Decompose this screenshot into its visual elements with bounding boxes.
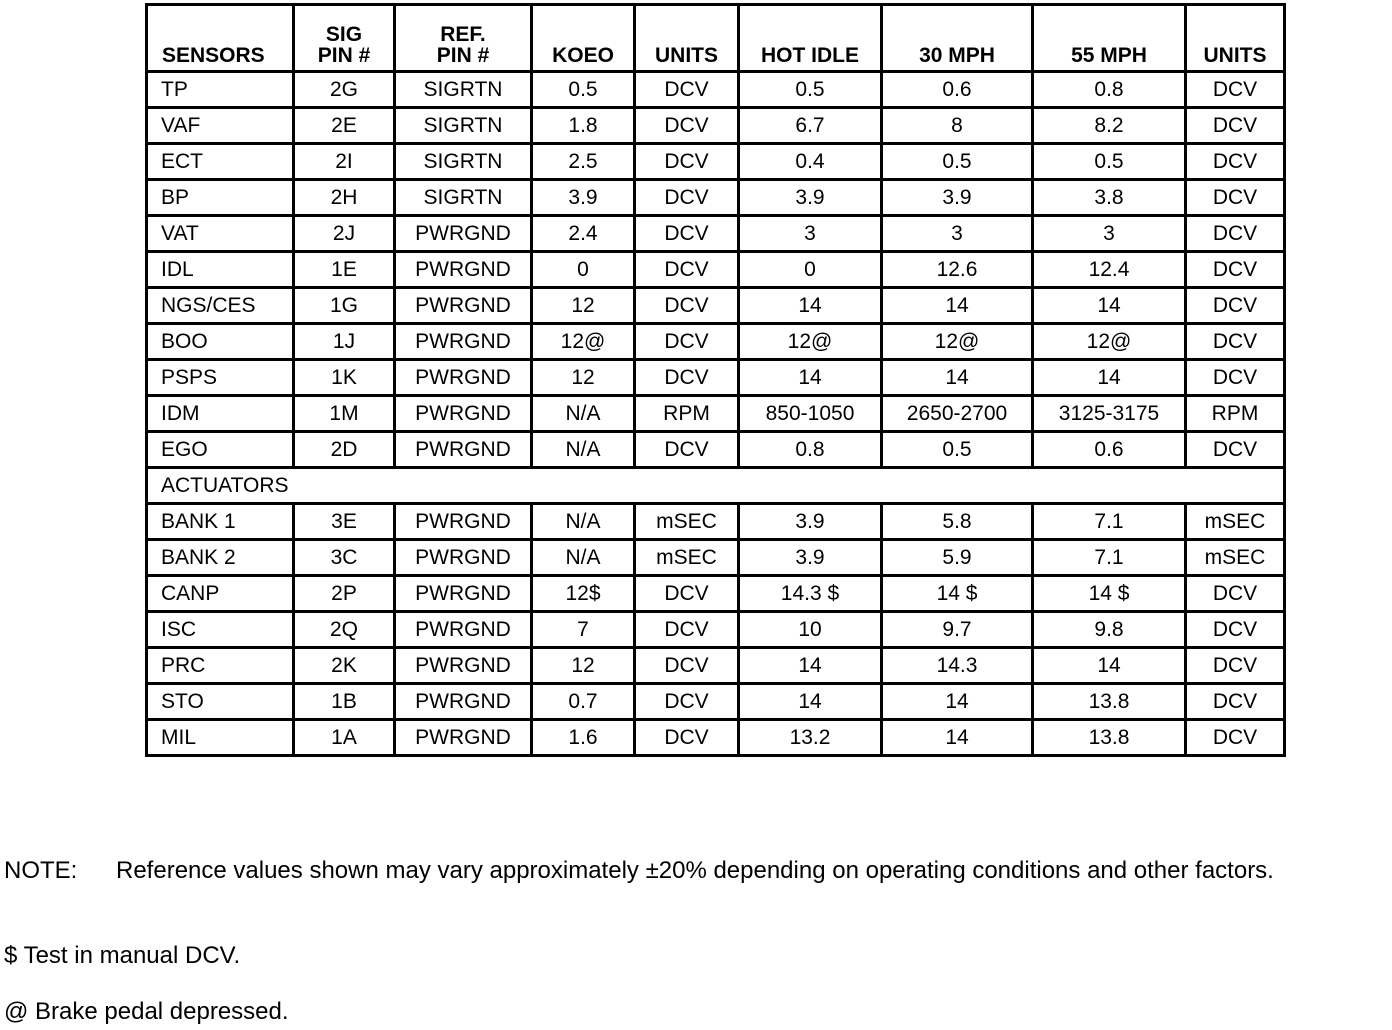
row-name-cell: BANK 2 [147, 540, 294, 576]
row-name-cell: BANK 1 [147, 504, 294, 540]
value-cell: 3.9 [882, 180, 1033, 216]
value-cell: 0.8 [739, 432, 882, 468]
value-cell: DCV [1186, 720, 1285, 756]
value-cell: 0.5 [532, 72, 635, 108]
value-cell: 1J [294, 324, 395, 360]
value-cell: 14.3 $ [739, 576, 882, 612]
value-cell: 5.8 [882, 504, 1033, 540]
value-cell: 2H [294, 180, 395, 216]
value-cell: 14 [739, 684, 882, 720]
value-cell: 13.8 [1033, 684, 1186, 720]
value-cell: 14 [1033, 648, 1186, 684]
value-cell: SIGRTN [395, 72, 532, 108]
note-label: NOTE: [4, 857, 78, 884]
value-cell: DCV [635, 720, 739, 756]
value-cell: 0.8 [1033, 72, 1186, 108]
column-header-line: SENSORS [162, 44, 265, 67]
value-cell: PWRGND [395, 324, 532, 360]
row-name-cell: PSPS [147, 360, 294, 396]
value-cell: 3C [294, 540, 395, 576]
column-header [147, 5, 294, 72]
value-cell: 0.4 [739, 144, 882, 180]
value-cell: 5.9 [882, 540, 1033, 576]
value-cell: 2J [294, 216, 395, 252]
value-cell: 6.7 [739, 108, 882, 144]
value-cell: DCV [1186, 216, 1285, 252]
value-cell: 0.6 [882, 72, 1033, 108]
value-cell: 0.5 [882, 144, 1033, 180]
value-cell: N/A [532, 540, 635, 576]
value-cell: 12.6 [882, 252, 1033, 288]
value-cell: 12@ [882, 324, 1033, 360]
value-cell: N/A [532, 432, 635, 468]
value-cell: 0.5 [1033, 144, 1186, 180]
column-header-line: 30 MPH [919, 44, 995, 67]
value-cell: N/A [532, 396, 635, 432]
column-header [294, 5, 395, 72]
column-header [532, 5, 635, 72]
sensor-row [147, 324, 1285, 360]
value-cell: 14 [882, 720, 1033, 756]
value-cell: PWRGND [395, 504, 532, 540]
value-cell: PWRGND [395, 360, 532, 396]
value-cell: 2Q [294, 612, 395, 648]
value-cell: 14 [1033, 360, 1186, 396]
value-cell: PWRGND [395, 288, 532, 324]
value-cell: 8.2 [1033, 108, 1186, 144]
value-cell: 3125-3175 [1033, 396, 1186, 432]
value-cell: 0.7 [532, 684, 635, 720]
value-cell: DCV [1186, 612, 1285, 648]
value-cell: 3E [294, 504, 395, 540]
value-cell: mSEC [635, 540, 739, 576]
section-header-row [147, 468, 1285, 504]
value-cell: 2K [294, 648, 395, 684]
value-cell: 0 [532, 252, 635, 288]
sensor-row [147, 432, 1285, 468]
value-cell: DCV [635, 648, 739, 684]
row-name-cell: BOO [147, 324, 294, 360]
value-cell: DCV [1186, 648, 1285, 684]
value-cell: 12 [532, 648, 635, 684]
value-cell: 14 [739, 648, 882, 684]
actuator-row [147, 648, 1285, 684]
value-cell: 0.5 [882, 432, 1033, 468]
value-cell: DCV [1186, 180, 1285, 216]
value-cell: PWRGND [395, 396, 532, 432]
value-cell: 1K [294, 360, 395, 396]
value-cell: PWRGND [395, 720, 532, 756]
sensor-row [147, 180, 1285, 216]
row-name-cell: ECT [147, 144, 294, 180]
row-name-cell: TP [147, 72, 294, 108]
value-cell: DCV [635, 576, 739, 612]
value-cell: DCV [635, 180, 739, 216]
value-cell: DCV [635, 72, 739, 108]
sensor-row [147, 396, 1285, 432]
note-row [4, 855, 1384, 887]
value-cell: 2650-2700 [882, 396, 1033, 432]
value-cell: PWRGND [395, 612, 532, 648]
value-cell: 1M [294, 396, 395, 432]
value-cell: DCV [1186, 684, 1285, 720]
value-cell: 2.4 [532, 216, 635, 252]
sensor-row [147, 288, 1285, 324]
note-text: Reference values shown may vary approximately ±20% depending on operating conditions and other factors. [116, 857, 1274, 884]
column-header-line: PIN # [436, 44, 490, 67]
row-name-cell: MIL [147, 720, 294, 756]
actuator-row [147, 540, 1285, 576]
actuator-row [147, 612, 1285, 648]
value-cell: 7.1 [1033, 504, 1186, 540]
value-cell: 3.9 [739, 504, 882, 540]
value-cell: 12@ [532, 324, 635, 360]
value-cell: 12 [532, 360, 635, 396]
value-cell: DCV [635, 612, 739, 648]
value-cell: 13.2 [739, 720, 882, 756]
value-cell: DCV [1186, 72, 1285, 108]
row-name-cell: IDM [147, 396, 294, 432]
column-header [1186, 5, 1285, 72]
value-cell: 12@ [739, 324, 882, 360]
column-header-line: HOT IDLE [761, 44, 859, 67]
value-cell: 0.5 [739, 72, 882, 108]
value-cell: 0 [739, 252, 882, 288]
column-header-line: SIG [325, 23, 363, 46]
value-cell: 3 [882, 216, 1033, 252]
value-cell: mSEC [1186, 504, 1285, 540]
value-cell: 1.8 [532, 108, 635, 144]
value-cell: 2P [294, 576, 395, 612]
sensor-row [147, 216, 1285, 252]
row-name-cell: CANP [147, 576, 294, 612]
actuators-section-label: ACTUATORS [147, 468, 1285, 504]
row-name-cell: NGS/CES [147, 288, 294, 324]
value-cell: 14.3 [882, 648, 1033, 684]
column-header-line: REF. [440, 23, 486, 46]
value-cell: 2E [294, 108, 395, 144]
column-header [635, 5, 739, 72]
value-cell: DCV [635, 288, 739, 324]
value-cell: 850-1050 [739, 396, 882, 432]
value-cell: DCV [1186, 288, 1285, 324]
value-cell: 7 [532, 612, 635, 648]
notes-block [4, 855, 1384, 887]
value-cell: PWRGND [395, 648, 532, 684]
value-cell: PWRGND [395, 252, 532, 288]
column-header-line: UNITS [1203, 44, 1267, 67]
value-cell: 14 [739, 360, 882, 396]
value-cell: 12@ [1033, 324, 1186, 360]
value-cell: 14 $ [882, 576, 1033, 612]
value-cell: 1A [294, 720, 395, 756]
value-cell: DCV [1186, 360, 1285, 396]
value-cell: 12 [532, 288, 635, 324]
value-cell: 12.4 [1033, 252, 1186, 288]
value-cell: DCV [1186, 144, 1285, 180]
sensor-row [147, 144, 1285, 180]
value-cell: DCV [1186, 576, 1285, 612]
row-name-cell: EGO [147, 432, 294, 468]
value-cell: 14 $ [1033, 576, 1186, 612]
value-cell: 12$ [532, 576, 635, 612]
value-cell: 14 [882, 360, 1033, 396]
value-cell: DCV [635, 432, 739, 468]
value-cell: DCV [635, 360, 739, 396]
value-cell: DCV [635, 324, 739, 360]
value-cell: 14 [882, 288, 1033, 324]
value-cell: 3.9 [739, 180, 882, 216]
dollar-footnote: $ Test in manual DCV. [4, 942, 241, 969]
column-header-line: KOEO [552, 44, 614, 67]
value-cell: RPM [635, 396, 739, 432]
sensor-row [147, 72, 1285, 108]
value-cell: 1B [294, 684, 395, 720]
value-cell: 2D [294, 432, 395, 468]
sensor-row [147, 252, 1285, 288]
value-cell: DCV [635, 252, 739, 288]
value-cell: RPM [1186, 396, 1285, 432]
value-cell: DCV [1186, 324, 1285, 360]
value-cell: 3 [1033, 216, 1186, 252]
value-cell: 14 [739, 288, 882, 324]
value-cell: 10 [739, 612, 882, 648]
value-cell: PWRGND [395, 216, 532, 252]
column-header [1033, 5, 1186, 72]
row-name-cell: ISC [147, 612, 294, 648]
column-header [739, 5, 882, 72]
column-header [395, 5, 532, 72]
value-cell: 13.8 [1033, 720, 1186, 756]
value-cell: PWRGND [395, 576, 532, 612]
column-header-line: PIN # [317, 44, 371, 67]
actuator-row [147, 504, 1285, 540]
value-cell: SIGRTN [395, 108, 532, 144]
row-name-cell: BP [147, 180, 294, 216]
row-name-cell: PRC [147, 648, 294, 684]
value-cell: PWRGND [395, 432, 532, 468]
table-body [147, 72, 1285, 756]
header-row [147, 5, 1285, 72]
value-cell: 3.9 [739, 540, 882, 576]
row-name-cell: VAF [147, 108, 294, 144]
value-cell: mSEC [635, 504, 739, 540]
value-cell: 2.5 [532, 144, 635, 180]
value-cell: 8 [882, 108, 1033, 144]
column-header-line: UNITS [655, 44, 718, 67]
value-cell: 1E [294, 252, 395, 288]
value-cell: PWRGND [395, 540, 532, 576]
value-cell: DCV [1186, 432, 1285, 468]
value-cell: 9.7 [882, 612, 1033, 648]
column-header-line: 55 MPH [1071, 44, 1147, 67]
actuator-row [147, 720, 1285, 756]
sensor-row [147, 108, 1285, 144]
row-name-cell: IDL [147, 252, 294, 288]
value-cell: DCV [1186, 252, 1285, 288]
row-name-cell: VAT [147, 216, 294, 252]
value-cell: 7.1 [1033, 540, 1186, 576]
value-cell: DCV [635, 144, 739, 180]
actuator-row [147, 576, 1285, 612]
value-cell: DCV [1186, 108, 1285, 144]
value-cell: 2I [294, 144, 395, 180]
column-header [882, 5, 1033, 72]
value-cell: SIGRTN [395, 144, 532, 180]
value-cell: 0.6 [1033, 432, 1186, 468]
value-cell: 1.6 [532, 720, 635, 756]
value-cell: DCV [635, 108, 739, 144]
actuator-row [147, 684, 1285, 720]
sensor-row [147, 360, 1285, 396]
value-cell: mSEC [1186, 540, 1285, 576]
value-cell: 3 [739, 216, 882, 252]
value-cell: DCV [635, 684, 739, 720]
at-footnote: @ Brake pedal depressed. [4, 998, 289, 1025]
value-cell: 1G [294, 288, 395, 324]
value-cell: 3.8 [1033, 180, 1186, 216]
value-cell: N/A [532, 504, 635, 540]
value-cell: PWRGND [395, 684, 532, 720]
row-name-cell: STO [147, 684, 294, 720]
value-cell: SIGRTN [395, 180, 532, 216]
reference-values-table [145, 3, 1286, 757]
value-cell: 2G [294, 72, 395, 108]
value-cell: 14 [1033, 288, 1186, 324]
value-cell: 9.8 [1033, 612, 1186, 648]
value-cell: 3.9 [532, 180, 635, 216]
value-cell: 14 [882, 684, 1033, 720]
value-cell: DCV [635, 216, 739, 252]
